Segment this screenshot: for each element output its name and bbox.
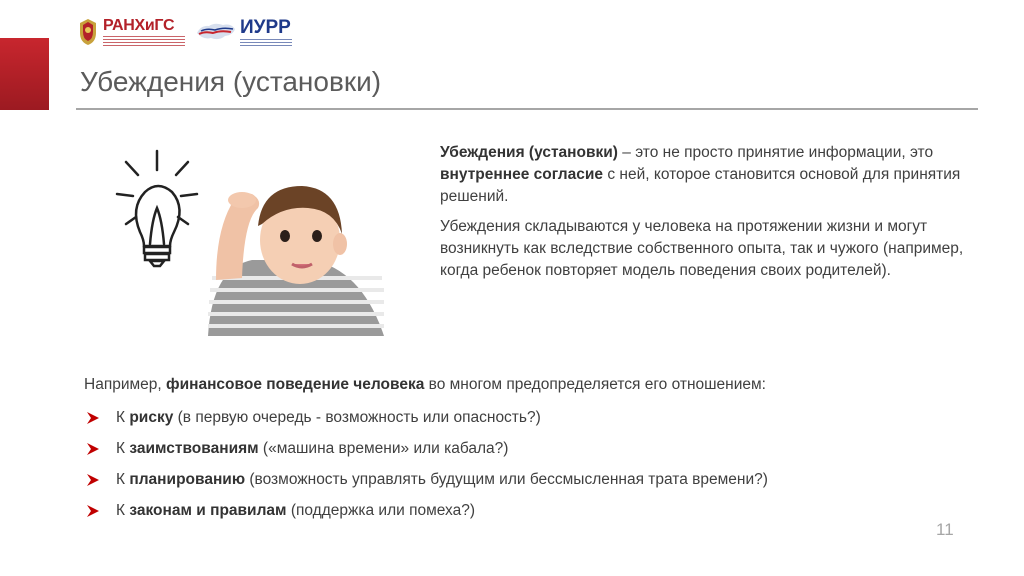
arrowhead-bullet-icon xyxy=(86,411,100,425)
ranepa-logo-subtitle xyxy=(103,36,185,46)
light-bulb-icon xyxy=(117,151,197,266)
item-keyword: риску xyxy=(129,408,174,426)
definition-text-1: – это не просто принятие информации, это xyxy=(617,144,934,161)
russia-map-icon xyxy=(195,19,237,45)
intro-text-2: во многом предопределяется его отношением: xyxy=(424,376,766,393)
origin-paragraph: Убеждения складываются у человека на протяжении жизни и могут возникнуть как вследствие собственного опыта, так и чужого (например, когда ребенок повторяет модель поведения своих родителей). xyxy=(440,218,964,279)
intro-text-1: Например, xyxy=(84,376,166,393)
definition-term: Убеждения (установки) xyxy=(440,144,618,161)
eagle-emblem-icon xyxy=(76,17,100,47)
item-detail: (в первую очередь - возможность или опасность?) xyxy=(173,408,541,426)
ranepa-logo-text: РАНХиГС xyxy=(103,17,175,34)
page-number: 11 xyxy=(936,520,954,539)
intro-emphasis: финансовое поведение человека xyxy=(166,376,425,393)
title-divider xyxy=(76,108,978,110)
item-detail: («машина времени» или кабала?) xyxy=(258,439,509,457)
attitude-list xyxy=(84,402,964,526)
item-detail: (возможность управлять будущим или бессмысленная трата времени?) xyxy=(245,470,768,488)
arrowhead-bullet-icon xyxy=(86,504,100,518)
child-photo xyxy=(208,186,384,336)
iurr-logo-text: ИУРР xyxy=(240,16,291,38)
item-keyword: заимствованиям xyxy=(129,439,259,457)
definition-text-2: с ней, которое становится основой для принятия решений. xyxy=(440,166,961,205)
item-prefix: К xyxy=(116,501,130,519)
list-item xyxy=(84,402,964,433)
arrowhead-bullet-icon xyxy=(86,442,100,456)
slide-title: Убеждения (установки) xyxy=(80,66,382,97)
item-detail: (поддержка или помеха?) xyxy=(286,501,476,519)
examples-intro xyxy=(84,374,964,396)
list-item xyxy=(84,433,964,464)
iurr-logo xyxy=(195,16,292,46)
definition-paragraph xyxy=(440,142,985,208)
iurr-logo-subtitle xyxy=(240,39,292,46)
item-keyword: планированию xyxy=(129,470,246,488)
list-item xyxy=(84,495,964,526)
list-item xyxy=(84,464,964,495)
accent-bar xyxy=(0,38,49,110)
arrowhead-bullet-icon xyxy=(86,473,100,487)
definition-block xyxy=(440,142,985,290)
item-keyword: законам и правилам xyxy=(129,501,287,519)
item-prefix: К xyxy=(116,408,130,426)
item-prefix: К xyxy=(116,470,130,488)
ranepa-logo xyxy=(76,17,185,47)
examples-block xyxy=(84,374,964,526)
item-prefix: К xyxy=(116,439,130,457)
definition-emphasis: внутреннее согласие xyxy=(440,166,604,183)
thinking-child-illustration xyxy=(112,148,388,336)
header-logos xyxy=(76,16,292,48)
